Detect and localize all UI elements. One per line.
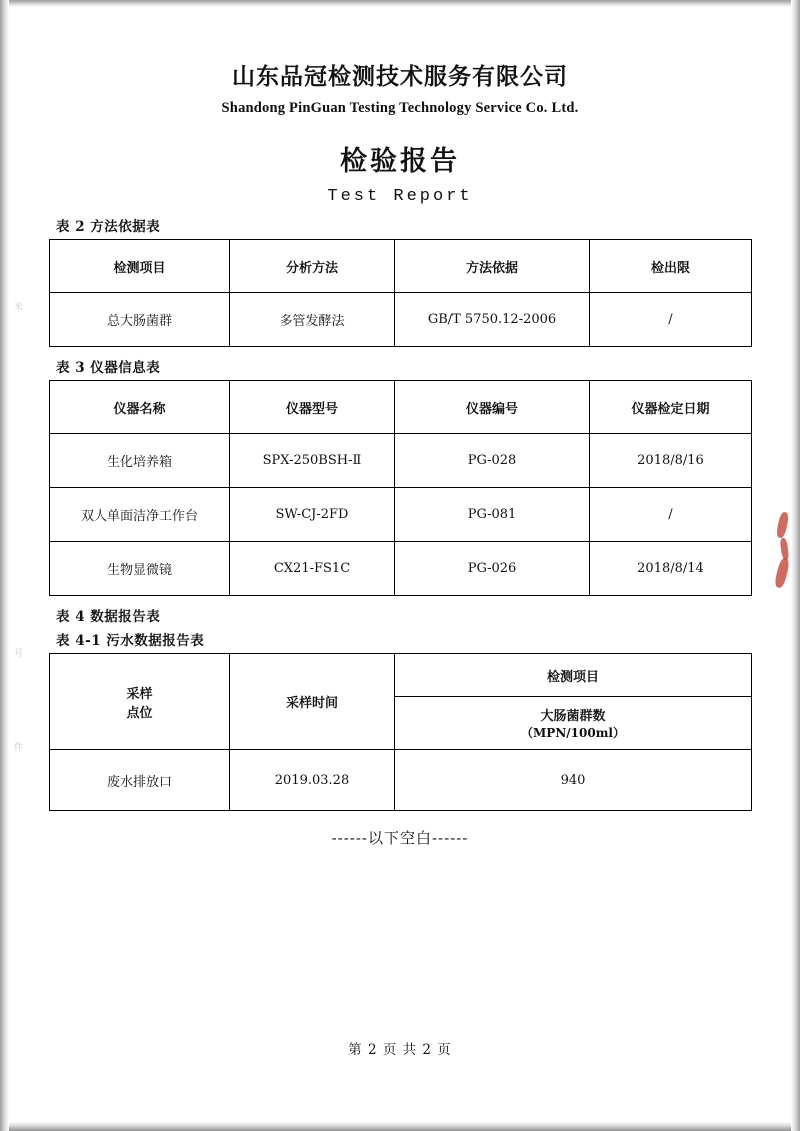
table-cell: 双人单面洁净工作台 bbox=[50, 488, 230, 542]
company-name-en: Shandong PinGuan Testing Technology Service Co. Ltd. bbox=[221, 100, 579, 116]
page-title: 检验报告 bbox=[340, 146, 460, 177]
table-cell: CX21-FS1C bbox=[230, 542, 395, 596]
column-header: 仪器型号 bbox=[230, 381, 395, 434]
margin-mark: 米 bbox=[14, 303, 24, 313]
column-header: 仪器名称 bbox=[50, 381, 230, 434]
column-header: 检测项目 bbox=[50, 240, 230, 293]
table-cell: 废水排放口 bbox=[50, 750, 230, 811]
test-item-name: 大肠菌群数 bbox=[540, 709, 606, 724]
table-instrument-info bbox=[49, 380, 752, 596]
table-cell: GB/T 5750.12-2006 bbox=[395, 293, 590, 347]
column-header-line1: 采样 bbox=[126, 686, 153, 702]
column-header-sampling-site bbox=[50, 654, 230, 750]
company-seal-fragment bbox=[776, 512, 792, 590]
table-cell: 2018/8/16 bbox=[590, 434, 752, 488]
column-header: 检出限 bbox=[590, 240, 752, 293]
column-header-test-item-group: 检测项目 bbox=[395, 654, 752, 697]
page-footer: 第 2 页 共 2 页 bbox=[348, 1042, 452, 1058]
table-row bbox=[50, 542, 752, 596]
table-cell: 2018/8/14 bbox=[590, 542, 752, 596]
table-cell: 生化培养箱 bbox=[50, 434, 230, 488]
column-header-test-item bbox=[395, 697, 752, 750]
table-cell: SW-CJ-2FD bbox=[230, 488, 395, 542]
table-row bbox=[50, 293, 752, 347]
margin-mark: 件 bbox=[14, 743, 24, 753]
table-cell: / bbox=[590, 488, 752, 542]
table3-caption: 表 3 仪器信息表 bbox=[56, 360, 161, 376]
table-cell: 生物显微镜 bbox=[50, 542, 230, 596]
margin-mark: 号 bbox=[14, 649, 24, 659]
column-header: 仪器检定日期 bbox=[590, 381, 752, 434]
blank-below-note: ------以下空白------ bbox=[331, 829, 469, 847]
table-cell: 940 bbox=[395, 750, 752, 811]
table-method-basis bbox=[49, 239, 752, 347]
column-header: 方法依据 bbox=[395, 240, 590, 293]
column-header-line2: 点位 bbox=[126, 705, 153, 721]
table-cell: / bbox=[590, 293, 752, 347]
column-header: 仪器编号 bbox=[395, 381, 590, 434]
table-wastewater-data bbox=[49, 653, 752, 811]
table-cell: PG-081 bbox=[395, 488, 590, 542]
table-row bbox=[50, 488, 752, 542]
table4-caption: 表 4 数据报告表 bbox=[56, 609, 161, 625]
table-cell: PG-028 bbox=[395, 434, 590, 488]
table-row bbox=[50, 434, 752, 488]
table-cell: 多管发酵法 bbox=[230, 293, 395, 347]
column-header-sampling-time: 采样时间 bbox=[230, 654, 395, 750]
table-header-row bbox=[50, 654, 752, 697]
page-title-en: Test Report bbox=[327, 187, 473, 206]
table-cell: 总大肠菌群 bbox=[50, 293, 230, 347]
test-item-unit: （MPN/100ml） bbox=[521, 726, 625, 740]
table4-1-caption: 表 4-1 污水数据报告表 bbox=[56, 633, 205, 649]
report-header bbox=[0, 58, 800, 206]
table-header-row bbox=[50, 240, 752, 293]
table-header-row bbox=[50, 381, 752, 434]
table-cell: SPX-250BSH-Ⅱ bbox=[230, 434, 395, 488]
table-row bbox=[50, 750, 752, 811]
column-header: 分析方法 bbox=[230, 240, 395, 293]
table2-caption: 表 2 方法依据表 bbox=[56, 219, 161, 235]
company-name-cn: 山东品冠检测技术服务有限公司 bbox=[232, 63, 568, 90]
table-cell: 2019.03.28 bbox=[230, 750, 395, 811]
table-cell: PG-026 bbox=[395, 542, 590, 596]
